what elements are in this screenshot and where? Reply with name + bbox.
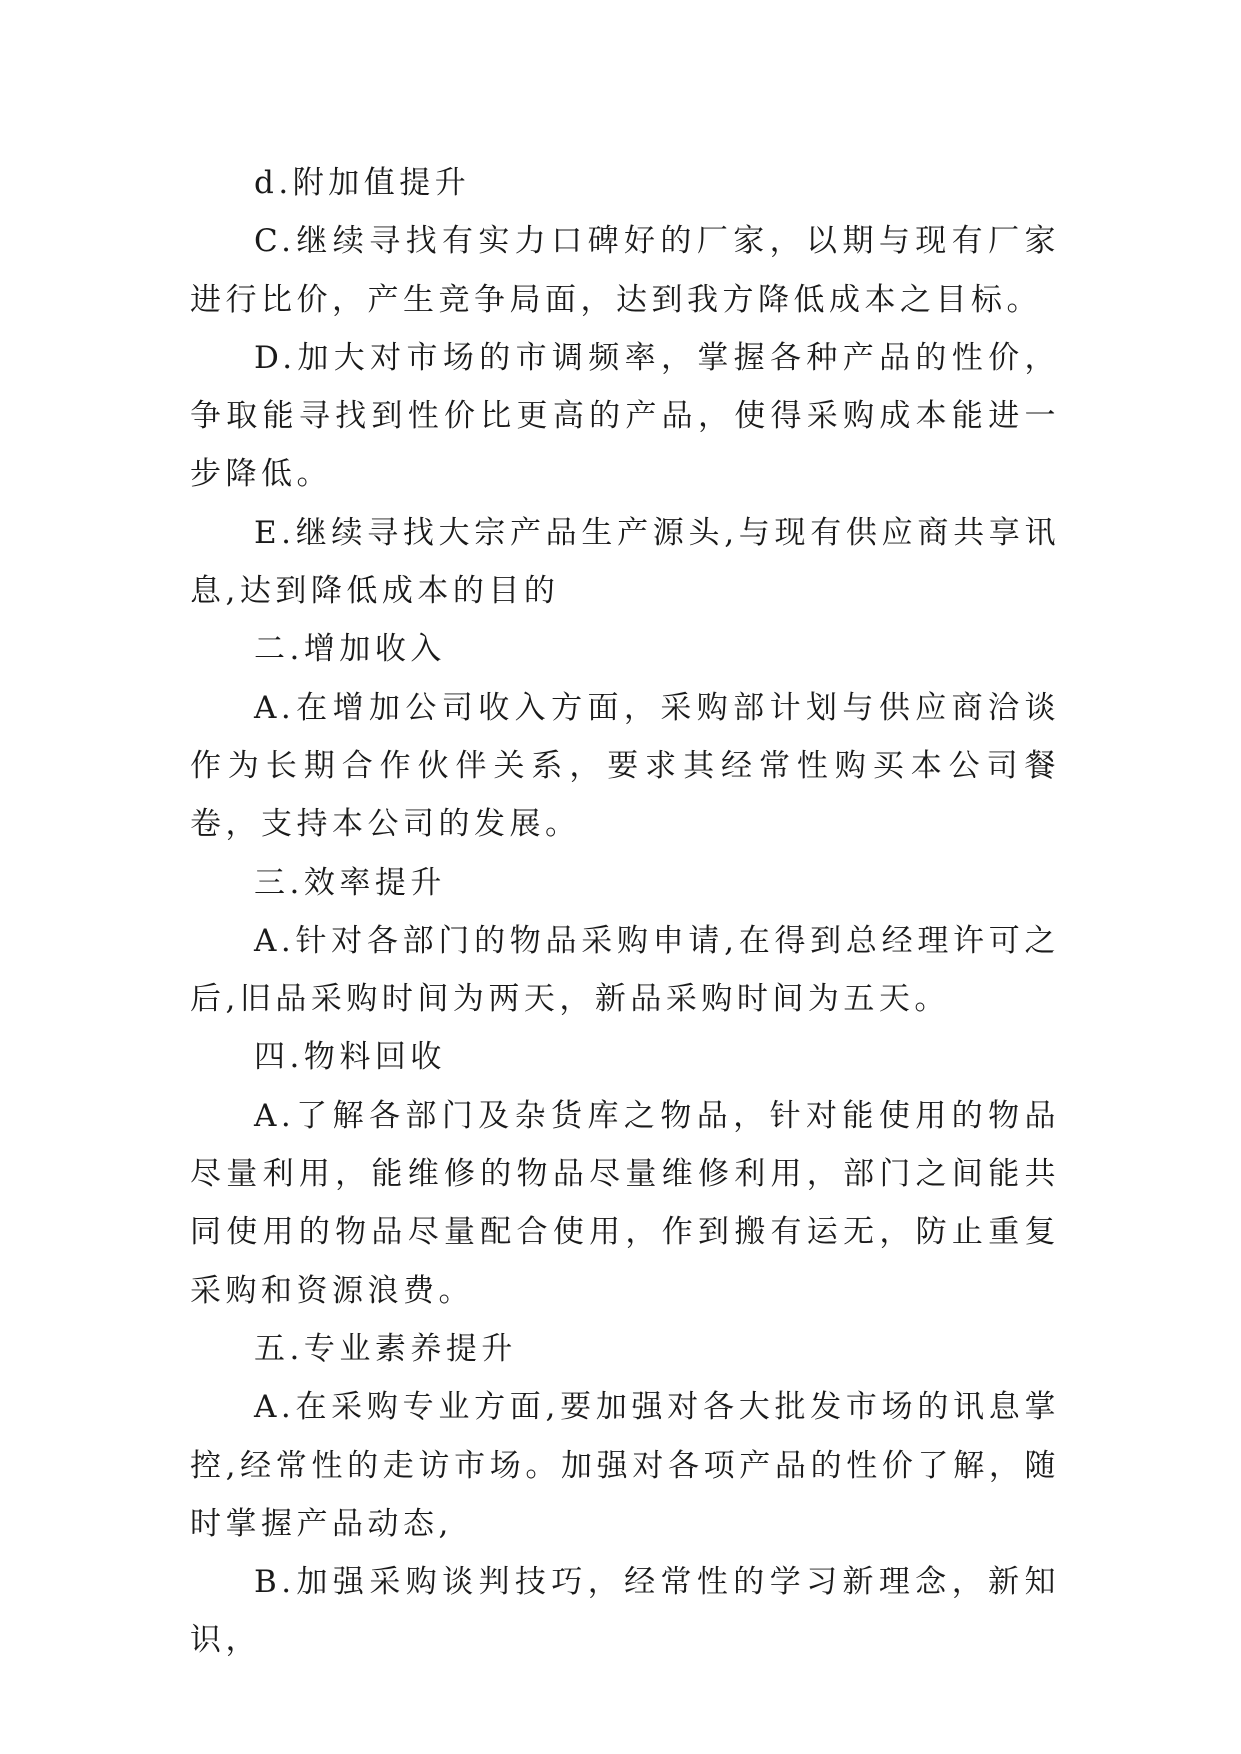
section-heading-material-recovery: 四.物料回收	[254, 1039, 446, 1076]
item-a-increase-income: A.在增加公司收入方面，采购部计划与供应商洽谈作为长期合作伙伴关系，要求其经常性购买本公司餐卷，支持本公司的发展。	[190, 689, 1060, 843]
item-d-market-research: D.加大对市场的市调频率，掌握各种产品的性价，争取能寻找到性价比更高的产品，使得采购成本能进一步降低。	[190, 339, 1060, 493]
item-c-find-manufacturers: C.继续寻找有实力口碑好的厂家，以期与现有厂家进行比价，产生竞争局面，达到我方降低成本之目标。	[190, 223, 1060, 318]
item-b-negotiation: B.加强采购谈判技巧，经常性的学习新理念，新知识，	[190, 1564, 1060, 1659]
section-heading-professionalism: 五.专业素养提升	[254, 1330, 517, 1367]
item-a-professionalism: A.在采购专业方面,要加强对各大批发市场的讯息掌控,经常性的走访市场。加强对各项产品的性价了解，随时掌握产品动态,	[190, 1389, 1060, 1542]
item-a-material-recovery: A.了解各部门及杂货库之物品，针对能使用的物品尽量利用，能维修的物品尽量维修利用，部门之间能共同使用的物品尽量配合使用，作到搬有运无，防止重复采购和资源浪费。	[190, 1097, 1060, 1309]
section-heading-increase-income: 二.增加收入	[254, 631, 446, 668]
section-heading-efficiency: 三.效率提升	[254, 864, 446, 901]
item-a-efficiency: A.针对各部门的物品采购申请,在得到总经理许可之后,旧品采购时间为两天，新品采购时间为五天。	[190, 922, 1060, 1018]
document-body	[190, 154, 1060, 1670]
item-d-value-added: d.附加值提升	[254, 165, 471, 201]
item-e-bulk-sources: E.继续寻找大宗产品生产源头,与现有供应商共享讯息,达到降低成本的目的	[190, 514, 1060, 610]
